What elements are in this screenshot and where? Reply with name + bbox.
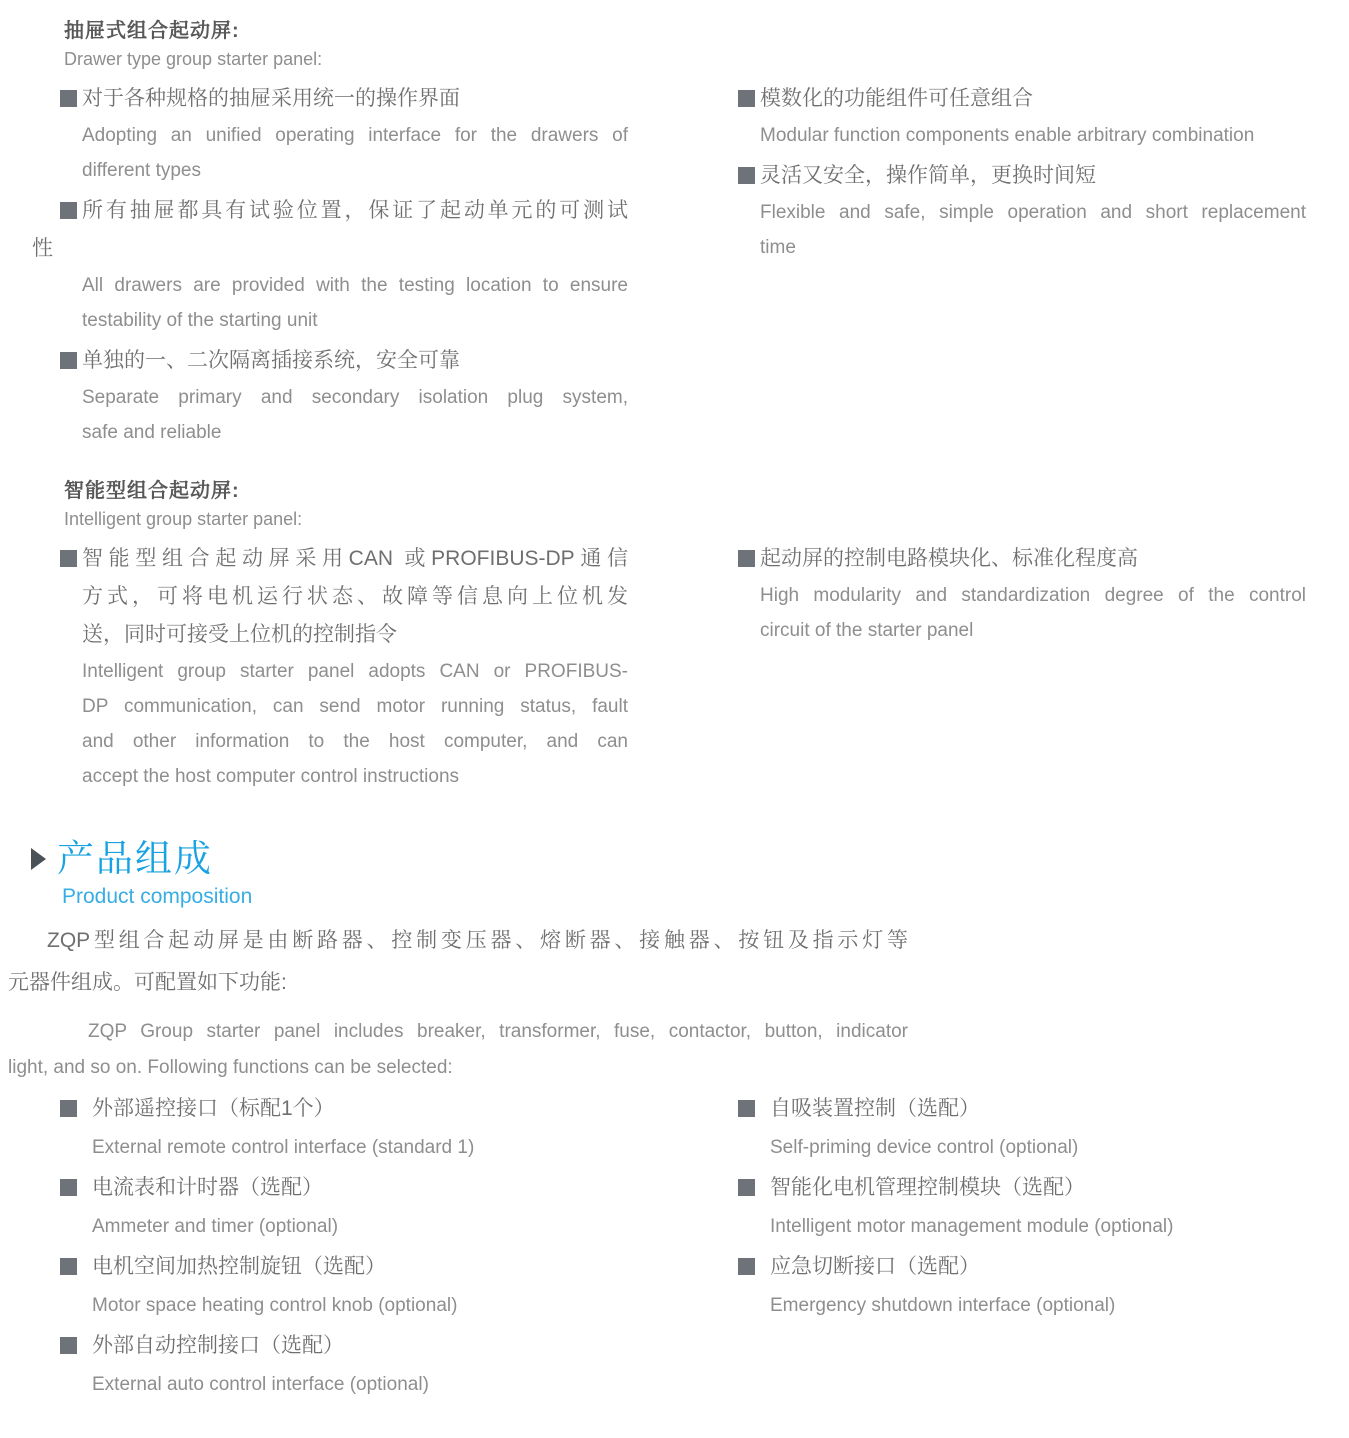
bullet-zh-line: 方式，可将电机运行状态、故障等信息向上位机发 — [82, 585, 628, 608]
bullet-square-icon — [738, 1100, 755, 1117]
bullet-zh-line: 所有抽屉都具有试验位置，保证了起动单元的可测试 — [82, 199, 628, 222]
bullet-square-icon — [738, 1258, 755, 1275]
bullet-item — [60, 540, 628, 794]
bullet-zh-text: 应急切断接口（选配） — [770, 1255, 980, 1278]
bullet-zh-line: 智能型组合起动屏采用CAN 或PROFIBUS-DP通信 — [82, 547, 628, 570]
bullet-en-text: External auto control interface (optional) — [92, 1374, 429, 1395]
section-drawer-starter — [0, 16, 1349, 454]
section-heading — [64, 16, 1349, 72]
left-column — [32, 80, 628, 454]
bullet-square-icon — [738, 90, 755, 107]
bullet-zh-text: 起动屏的控制电路模块化、标准化程度高 — [760, 547, 1138, 570]
bullet-item — [60, 1089, 628, 1166]
composition-title-row — [31, 838, 1349, 880]
paragraph-en-line: light, and so on. Following functions can be selected: — [8, 1057, 453, 1078]
bullet-square-icon — [60, 202, 77, 219]
composition-title-en: Product composition — [62, 885, 253, 908]
bullet-square-icon — [60, 550, 77, 567]
bullet-en-text: Self-priming device control (optional) — [770, 1137, 1079, 1158]
bullet-zh-text: 电机空间加热控制旋钮（选配） — [92, 1255, 386, 1278]
bullet-item — [60, 342, 628, 450]
section-heading-en: Intelligent group starter panel: — [64, 509, 303, 529]
paragraph-en-line: ZQP Group starter panel includes breaker, transformer, fuse, contactor, button, indicator — [88, 1021, 908, 1042]
bullet-square-icon — [738, 1179, 755, 1196]
bullet-en-line: accept the host computer control instructions — [82, 766, 460, 787]
bullet-zh-line: 送，同时可接受上位机的控制指令 — [82, 623, 397, 646]
bullet-item — [738, 1168, 1306, 1245]
two-column-layout — [60, 1089, 1349, 1405]
right-column — [738, 1089, 1306, 1405]
bullet-item — [738, 1247, 1306, 1324]
bullet-square-icon — [60, 1337, 77, 1354]
bullet-square-icon — [60, 1100, 77, 1117]
right-column — [738, 540, 1306, 798]
bullet-zh-text: 对于各种规格的抽屉采用统一的操作界面 — [82, 87, 460, 110]
section-heading-en: Drawer type group starter panel: — [64, 49, 323, 69]
bullet-en-line: different types — [82, 160, 202, 181]
section-intelligent-starter — [0, 476, 1349, 798]
bullet-zh-text: 模数化的功能组件可任意组合 — [760, 87, 1033, 110]
composition-title-zh: 产品组成 — [57, 838, 213, 879]
bullet-square-icon — [60, 352, 77, 369]
two-column-layout — [60, 540, 1349, 798]
bullet-item — [60, 1168, 628, 1245]
bullet-zh-text: 外部自动控制接口（选配） — [92, 1334, 344, 1357]
bullet-en-line: time — [760, 237, 796, 258]
bullet-zh-text: 单独的一、二次隔离插接系统，安全可靠 — [82, 349, 460, 372]
bullet-zh-text: 外部遥控接口（标配1个） — [92, 1097, 335, 1120]
bullet-en-line: safe and reliable — [82, 422, 222, 443]
left-column — [60, 1089, 628, 1405]
bullet-zh-line: 性 — [32, 237, 53, 260]
bullet-square-icon — [738, 167, 755, 184]
paragraph-zh-line: 元器件组成。可配置如下功能: — [8, 971, 287, 994]
bullet-en-line: High modularity and standardization degree of the control — [760, 585, 1306, 606]
bullet-en-line: circuit of the starter panel — [760, 620, 974, 641]
bullet-square-icon — [60, 1179, 77, 1196]
bullet-square-icon — [738, 550, 755, 567]
bullet-item — [60, 1326, 628, 1403]
bullet-en-line: Separate primary and secondary isolation plug system, — [82, 387, 628, 408]
section-heading — [64, 476, 1349, 532]
section-heading-zh: 智能型组合起动屏: — [64, 480, 240, 502]
bullet-zh-text: 自吸装置控制（选配） — [770, 1097, 980, 1120]
bullet-en-line: DP communication, can send motor running status, fault — [82, 696, 628, 717]
bullet-en-line: All drawers are provided with the testing location to ensure — [82, 275, 628, 296]
bullet-en-text: Intelligent motor management module (optional) — [770, 1216, 1174, 1237]
composition-paragraphs — [8, 920, 908, 1086]
bullet-zh-text: 智能化电机管理控制模块（选配） — [770, 1176, 1085, 1199]
composition-header — [0, 838, 1349, 909]
two-column-layout — [32, 80, 1349, 454]
function-options — [0, 1081, 1349, 1405]
bullet-zh-text: 电流表和计时器（选配） — [92, 1176, 323, 1199]
bullet-en-text: Motor space heating control knob (optional) — [92, 1295, 458, 1316]
bullet-square-icon — [60, 90, 77, 107]
bullet-en-text: External remote control interface (standard 1) — [92, 1137, 475, 1158]
bullet-item — [738, 1089, 1306, 1166]
right-column — [738, 80, 1306, 454]
left-column — [60, 540, 628, 798]
bullet-en-line: testability of the starting unit — [82, 310, 318, 331]
bullet-square-icon — [60, 1258, 77, 1275]
paragraph-zh-line: ZQP型组合起动屏是由断路器、控制变压器、熔断器、接触器、按钮及指示灯等 — [47, 929, 908, 952]
bullet-item — [738, 80, 1306, 153]
bullet-zh-text: 灵活又安全，操作简单，更换时间短 — [760, 164, 1096, 187]
bullet-item — [60, 1247, 628, 1324]
bullet-item — [738, 540, 1306, 648]
bullet-en-line: Adopting an unified operating interface for the drawers of — [82, 125, 628, 146]
bullet-en-line: Modular function components enable arbitrary combination — [760, 125, 1255, 146]
bullet-en-line: Flexible and safe, simple operation and short replacement — [760, 202, 1306, 223]
section-arrow-icon — [31, 848, 46, 870]
bullet-en-line: and other information to the host computer, and can — [82, 731, 628, 752]
bullet-en-text: Ammeter and timer (optional) — [92, 1216, 339, 1237]
bullet-item — [32, 192, 628, 338]
bullet-item — [738, 157, 1306, 265]
bullet-en-text: Emergency shutdown interface (optional) — [770, 1295, 1116, 1316]
bullet-en-line: Intelligent group starter panel adopts CAN or PROFIBUS- — [82, 661, 628, 682]
section-heading-zh: 抽屉式组合起动屏: — [64, 20, 240, 42]
bullet-item — [60, 80, 628, 188]
